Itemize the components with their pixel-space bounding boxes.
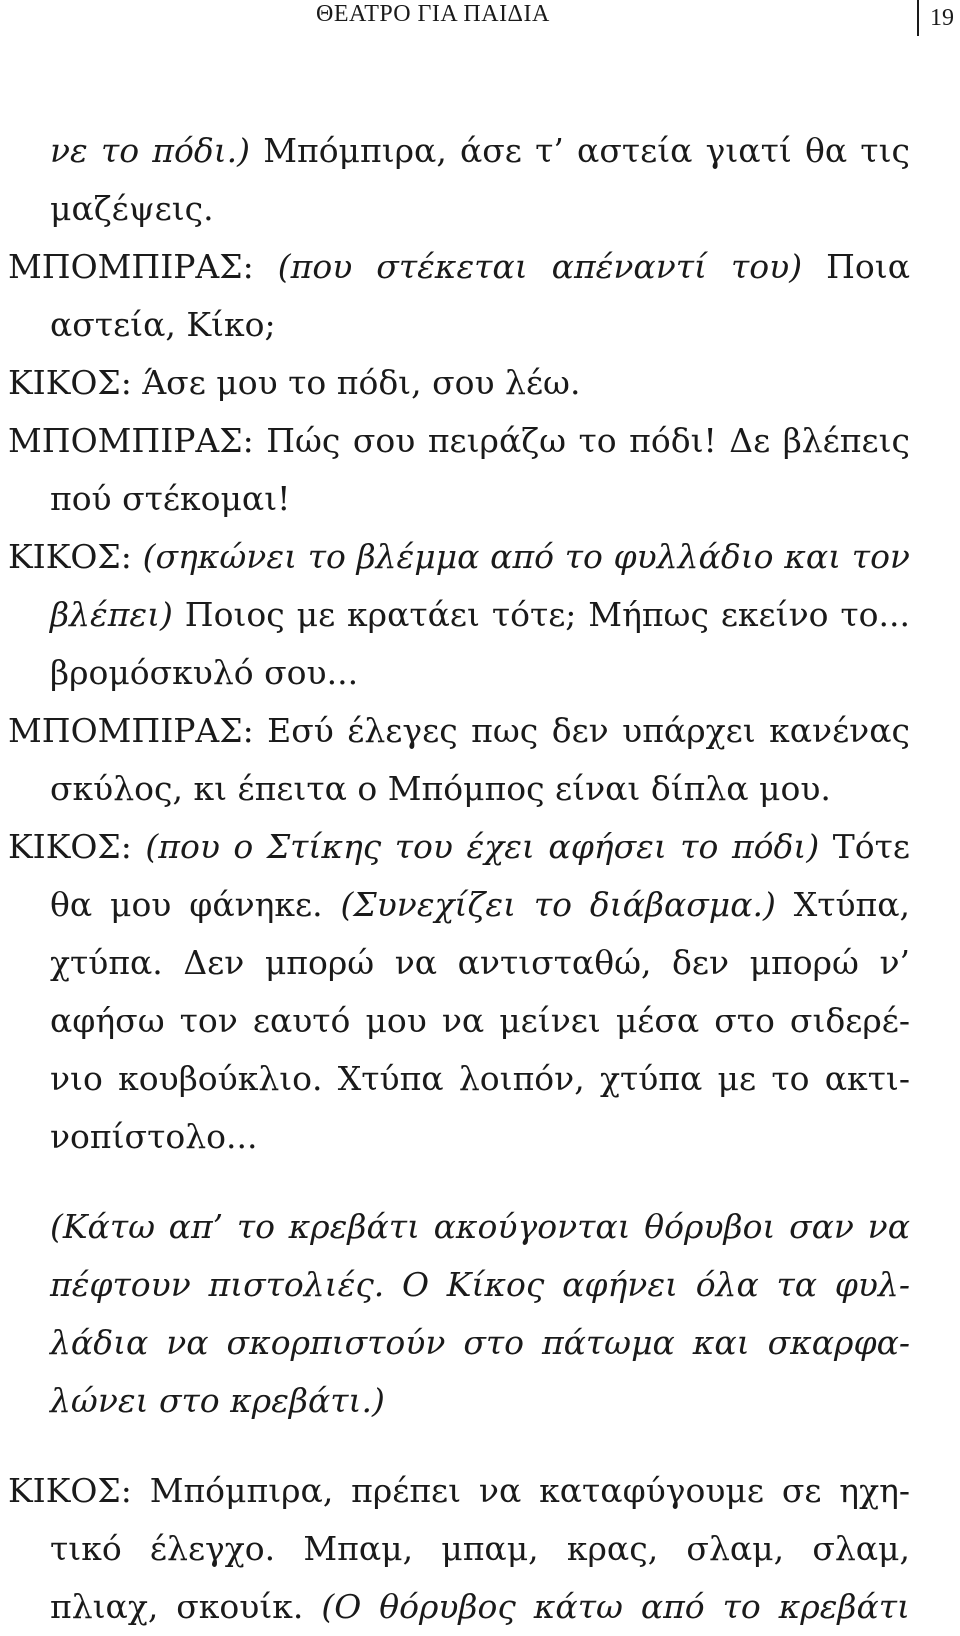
dialogue-text: ΚΙΚΟΣ: Μπόμπιρα, πρέπει να καταφύγουμε σε ηχη-: [8, 1471, 910, 1510]
dialogue-text: νιο κουβούκλιο. Χτύπα λοιπόν, χτύπα με το ακτι-: [50, 1059, 910, 1098]
text-line: [0, 644, 960, 702]
text-line: [0, 180, 960, 238]
dialogue-text: ΚΙΚΟΣ:: [8, 827, 146, 866]
dialogue-text: σκύλος, κι έπειτα ο Μπόμπος είναι δίπλα μου.: [50, 769, 831, 808]
dialogue-text: τικό έλεγχο. Μπαμ, μπαμ, κρας, σλαμ, σλαμ,: [50, 1529, 910, 1568]
text-line: [0, 1372, 960, 1430]
dialogue-text: Ποιος με κρατάει τότε; Μήπως εκείνο το...: [172, 595, 910, 634]
text-line: [0, 876, 960, 934]
stage-direction: (που στέκεται απέναντί του): [277, 247, 803, 286]
stage-direction: (Συνεχίζει το διάβασμα.): [340, 885, 776, 924]
stage-direction: λάδια να σκορπιστούν στο πάτωμα και σκαρφα-: [50, 1323, 910, 1362]
text-line: [0, 354, 960, 412]
running-head-title: ΘΕΑΤΡΟ ΓΙΑ ΠΑΙΔΙΑ: [316, 1, 550, 27]
dialogue-text: Τότε: [819, 827, 910, 866]
text-line: [0, 760, 960, 818]
paragraph-gap: [0, 1430, 960, 1462]
text-line: [0, 1256, 960, 1314]
stage-direction: πέφτουν πιστολιές. Ο Κίκος αφήνει όλα τα φυλ-: [50, 1265, 910, 1304]
dialogue-text: μαζέψεις.: [50, 189, 214, 228]
text-line: [0, 934, 960, 992]
text-line: [0, 412, 960, 470]
text-line: [0, 1198, 960, 1256]
dialogue-text: Μπόμπιρα, άσε τ’ αστεία γιατί θα τις: [250, 131, 910, 170]
dialogue-text: θα μου φάνηκε.: [50, 885, 341, 924]
dialogue-text: ΜΠΟΜΠΙΡΑΣ: Εσύ έλεγες πως δεν υπάρχει κανένας: [8, 711, 910, 750]
dialogue-text: Ποια: [802, 247, 910, 286]
dialogue-text: ΜΠΟΜΠΙΡΑΣ: Πώς σου πειράζω το πόδι! Δε βλέπεις: [8, 421, 910, 460]
stage-direction: (Κάτω απ’ το κρεβάτι ακούγονται θόρυβοι σαν να: [50, 1207, 910, 1246]
play-text: [0, 122, 960, 1636]
text-line: [0, 1050, 960, 1108]
stage-direction: (που ο Στίκης του έχει αφήσει το πόδι): [145, 827, 820, 866]
dialogue-text: χτύπα. Δεν μπορώ να αντισταθώ, δεν μπορώ ν’: [50, 943, 910, 982]
dialogue-text: αστεία, Κίκο;: [50, 305, 276, 344]
text-line: [0, 818, 960, 876]
text-line: [0, 1520, 960, 1578]
text-line: [0, 1108, 960, 1166]
stage-direction: νε το πόδι.): [50, 131, 251, 170]
stage-direction: λώνει στο κρεβάτι.): [50, 1381, 385, 1420]
text-line: [0, 528, 960, 586]
stage-direction: (σηκώνει το βλέμμα από το φυλλάδιο και τον: [142, 537, 910, 576]
text-line: [0, 1462, 960, 1520]
dialogue-text: ΜΠΟΜΠΙΡΑΣ:: [8, 247, 278, 286]
dialogue-text: πλιαχ, σκουίκ.: [50, 1587, 322, 1626]
text-line: [0, 1578, 960, 1636]
dialogue-text: πού στέκομαι!: [50, 479, 291, 518]
stage-direction: (Ο θόρυβος κάτω από το κρεβάτι: [321, 1587, 910, 1626]
folio-rule: [917, 0, 919, 36]
paragraph-gap: [0, 1166, 960, 1198]
text-line: [0, 238, 960, 296]
dialogue-text: αφήσω τον εαυτό μου να μείνει μέσα στο σιδερέ-: [50, 1001, 910, 1040]
page-number: 19: [930, 5, 954, 31]
text-line: [0, 1314, 960, 1372]
text-line: [0, 586, 960, 644]
dialogue-text: βρομόσκυλό σου...: [50, 653, 359, 692]
dialogue-text: Χτύπα,: [775, 885, 911, 924]
text-line: [0, 992, 960, 1050]
text-line: [0, 470, 960, 528]
text-line: [0, 122, 960, 180]
text-line: [0, 702, 960, 760]
dialogue-text: νοπίστολο...: [50, 1117, 258, 1156]
stage-direction: βλέπει): [50, 595, 173, 634]
dialogue-text: ΚΙΚΟΣ:: [8, 537, 143, 576]
dialogue-text: ΚΙΚΟΣ: Άσε μου το πόδι, σου λέω.: [8, 363, 581, 402]
text-line: [0, 296, 960, 354]
